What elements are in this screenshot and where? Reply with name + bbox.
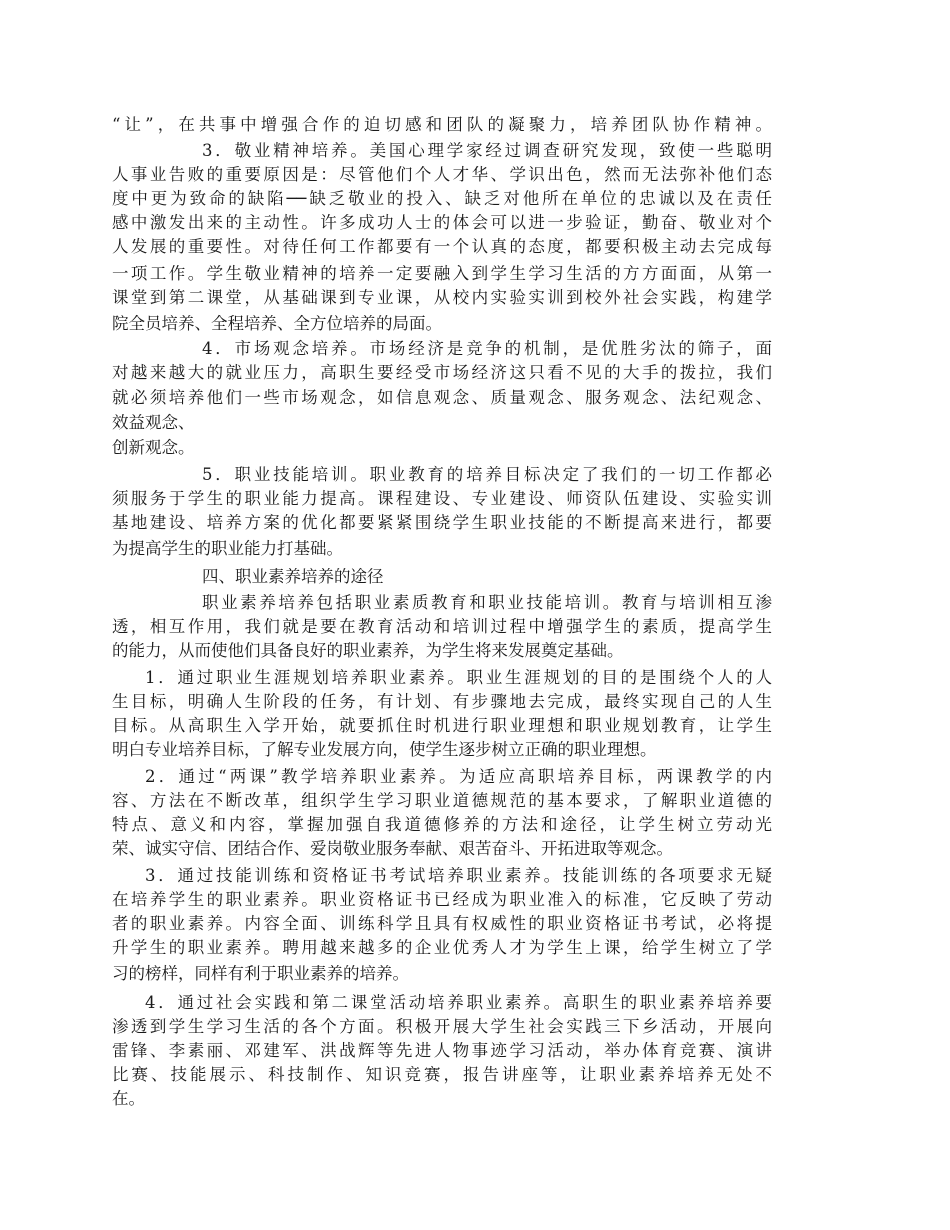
text-line: 须服务于学生的职业能力提高。课程建设、专业建设、师资队伍建设、实验实训 (112, 489, 772, 508)
text-line: 目标。从高职生入学开始，就要抓住时机进行职业理想和职业规划教育，让学生 (112, 716, 772, 735)
text-line: 院全员培养、全程培养、全方位培养的局面。 (112, 314, 442, 333)
text-line: 渗透到学生学习生活的各个方面。积极开展大学生社会实践三下乡活动，开展向 (112, 1017, 772, 1036)
text-line: 生目标，明确人生阶段的任务，有计划、有步骤地去完成，最终实现自己的人生 (112, 692, 772, 711)
section-heading: 四、职业素养培养的途径 (202, 567, 384, 586)
paragraph-heading: 2．通过“两课”教学培养职业素养。为适应高职培养目标，两课教学的内 (145, 767, 772, 786)
text-line: 的能力，从而使他们具备良好的职业素养，为学生将来发展奠定基础。 (112, 641, 624, 660)
text-line: 透，相互作用，我们就是要在教育活动和培训过程中增强学生的素质，提高学生 (112, 617, 772, 636)
text-line: 度中更为致命的缺陷──缺乏敬业的投入、缺乏对他所在单位的忠诚以及在责任 (112, 189, 772, 208)
text-line: 荣、诚实守信、团结合作、爱岗敬业服务奉献、艰苦奋斗、开拓进取等观念。 (112, 839, 673, 858)
text-line: 一项工作。学生敬业精神的培养一定要融入到学生学习生活的方方面面，从第一 (112, 264, 772, 283)
text-line: 人事业告败的重要原因是：尽管他们个人才华、学识出色，然而无法弥补他们态 (112, 165, 772, 184)
text-line: 课堂到第二课堂，从基础课到专业课，从校内实验实训到校外社会实践，构建学 (112, 288, 772, 307)
text-line: 基地建设、培养方案的优化都要紧紧围绕学生职业技能的不断提高来进行，都要 (112, 513, 772, 532)
text-line: 特点、意义和内容，掌握加强自我道德修养的方法和途径，让学生树立劳动光 (112, 815, 772, 834)
text-line: 创新观念。 (112, 438, 195, 457)
paragraph-heading: 5．职业技能培训。职业教育的培养目标决定了我们的一切工作都必 (202, 465, 772, 484)
text-line: 对越来越大的就业压力，高职生要经受市场经济这只看不见的大手的拨拉，我们 (112, 363, 772, 382)
text-line: 效益观念、 (112, 413, 195, 432)
paragraph-heading: 1．通过职业生涯规划培养职业素养。职业生涯规划的目的是围绕个人的人 (145, 668, 772, 687)
text-line: 明白专业培养目标，了解专业发展方向，使学生逐步树立正确的职业理想。 (112, 740, 657, 759)
text-line: 者的职业素养。内容全面、训练科学且具有权威性的职业资格证书考试，必将提 (112, 914, 772, 933)
text-line: 雷锋、李素丽、邓建军、洪战辉等先进人物事迹学习活动，举办体育竞赛、演讲 (112, 1041, 772, 1060)
paragraph-heading: 4．通过社会实践和第二课堂活动培养职业素养。高职生的职业素养培养要 (145, 993, 772, 1012)
text-line: “让”，在共事中增强合作的迫切感和团队的凝聚力，培养团队协作精神。 (112, 115, 772, 134)
text-line: 人发展的重要性。对待任何工作都要有一个认真的态度，都要积极主动去完成每 (112, 237, 772, 256)
text-line: 容、方法在不断改革，组织学生学习职业道德规范的基本要求，了解职业道德的 (112, 791, 772, 810)
paragraph-heading: 4．市场观念培养。市场经济是竞争的机制，是优胜劣汰的筛子，面 (202, 339, 772, 358)
paragraph-heading: 3．通过技能训练和资格证书考试培养职业素养。技能训练的各项要求无疑 (145, 866, 772, 885)
text-line: 职业素养培养包括职业素质教育和职业技能培训。教育与培训相互渗 (202, 593, 772, 612)
text-line: 在培养学生的职业素养。职业资格证书已经成为职业准入的标准，它反映了劳动 (112, 890, 772, 909)
text-line: 感中激发出来的主动性。许多成功人士的体会可以进一步验证，勤奋、敬业对个 (112, 213, 772, 232)
text-line: 习的榜样，同样有利于职业素养的培养。 (112, 964, 409, 983)
text-line: 就必须培养他们一些市场观念，如信息观念、质量观念、服务观念、法纪观念、 (112, 388, 772, 407)
paragraph-heading: 3．敬业精神培养。美国心理学家经过调查研究发现，致使一些聪明 (202, 141, 772, 160)
text-line: 升学生的职业素养。聘用越来越多的企业优秀人才为学生上课，给学生树立了学 (112, 938, 772, 957)
text-line: 在。 (112, 1089, 145, 1108)
text-line: 比赛、技能展示、科技制作、知识竞赛，报告讲座等，让职业素养培养无处不 (112, 1065, 772, 1084)
text-line: 为提高学生的职业能力打基础。 (112, 539, 343, 558)
